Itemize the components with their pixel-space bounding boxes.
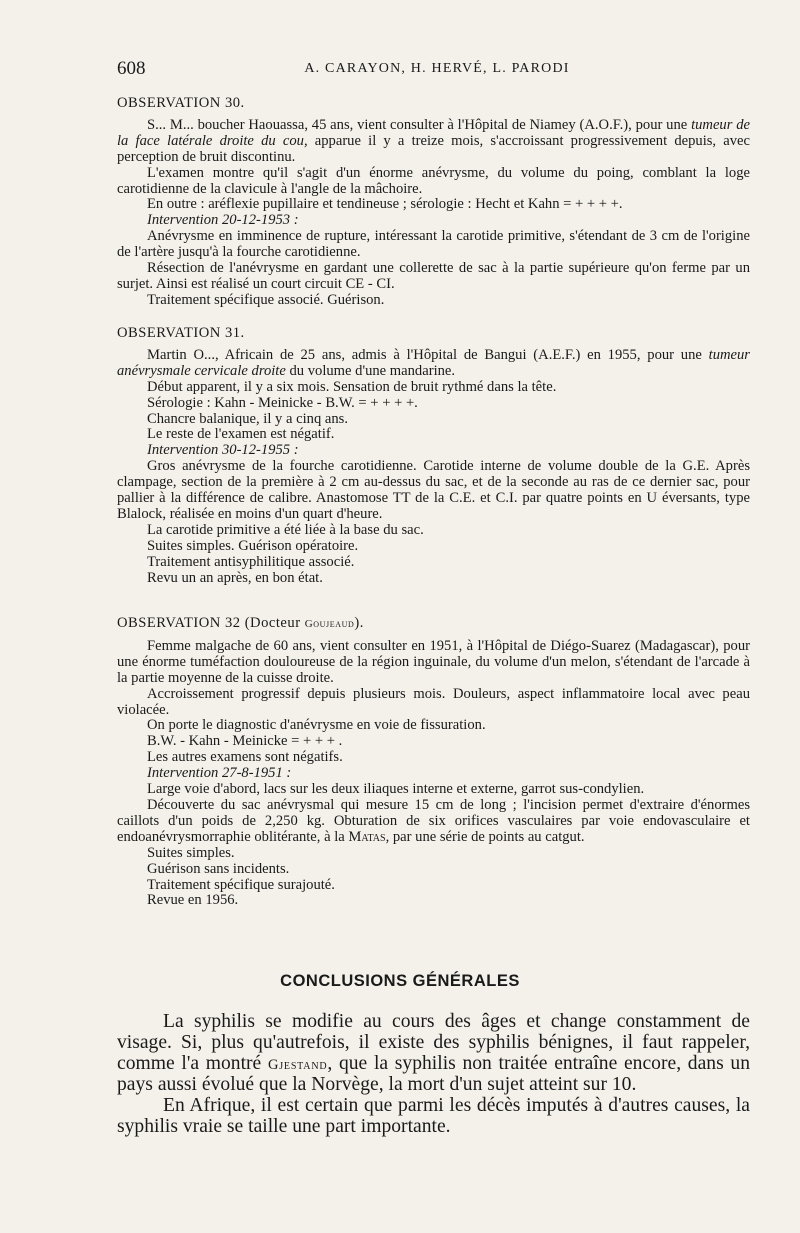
paragraph: On porte le diagnostic d'anévrysme en voie de fissuration. xyxy=(147,717,486,734)
intervention-heading: Intervention 30-12-1955 : xyxy=(147,442,299,459)
observation-32 xyxy=(117,616,750,909)
observation-title: OBSERVATION 30. xyxy=(117,95,245,111)
paragraph: En outre : aréflexie pupillaire et tendineuse ; sérologie : Hecht et Kahn = + + + +. xyxy=(147,196,623,213)
paragraph: Anévrysme en imminence de rupture, intéressant la carotide primitive, s'étendant de 3 cm de l'origine de l'artère jusqu'à la fourche carotidienne. xyxy=(117,228,750,261)
paragraph: Large voie d'abord, lacs sur les deux iliaques interne et externe, garrot sus-condylien. xyxy=(147,781,645,798)
paragraph xyxy=(117,348,750,380)
paragraph: En Afrique, il est certain que parmi les décès imputés à d'autres causes, la syphilis vraie se taille une part importante. xyxy=(117,1095,750,1137)
intervention-heading: Intervention 20-12-1953 : xyxy=(147,212,299,229)
paragraph: Gros anévrysme de la fourche carotidienne. Carotide interne de volume double de la G.E. Après clampage, section de la première à 2 cm au-dessus du sac, et de la seconde au ras de ce dernier sac, pour pallier à la différence de calibre. Anastomose TT de la C.E. et C.I. par quatre points en U éversants, type Blalock, réalisée en moins d'un quart d'heure. xyxy=(117,458,750,522)
paragraph: Chancre balanique, il y a cinq ans. xyxy=(147,410,348,427)
paragraph: Traitement spécifique associé. Guérison. xyxy=(147,291,385,308)
italic-run: tumeur anévrysmale cervicale droite xyxy=(117,346,750,379)
paragraph: Accroissement progressif depuis plusieurs mois. Douleurs, aspect inflammatoire local avec peau violacée. xyxy=(117,685,750,718)
small-caps-run: Goujeaud xyxy=(304,618,355,630)
paragraph: Résection de l'anévrysme en gardant une collerette de sac à la partie supérieure qu'on ferme par un surjet. Ainsi est réalisé un court circuit CE - CI. xyxy=(117,260,750,292)
paragraph xyxy=(117,798,750,846)
small-caps-run: Matas xyxy=(348,828,386,845)
paragraph: Traitement antisyphilitique associé. xyxy=(147,553,355,570)
intervention-heading: Intervention 27-8-1951 : xyxy=(147,765,292,782)
observation-title: OBSERVATION 31. xyxy=(117,325,245,341)
small-caps-run: Gjestand xyxy=(267,1056,328,1073)
paragraph: Les autres examens sont négatifs. xyxy=(147,749,343,766)
paragraph: Revue en 1956. xyxy=(147,892,239,909)
paragraph: Traitement spécifique surajouté. xyxy=(147,876,335,893)
italic-run: tumeur de la face latérale droite du cou, xyxy=(117,116,750,149)
paragraph xyxy=(117,1012,750,1096)
paragraph: La carotide primitive a été liée à la base du sac. xyxy=(147,521,424,538)
text-run: Découverte du sac anévrysmal qui mesure 15 cm de long ; l'incision permet d'extraire d'énormes caillots d'un poids de 2,250 kg. Obturation de six orifices vasculaires par voie endovasculaire et endoanévrysmorraphie oblitérante, à la xyxy=(117,796,750,845)
observation-30 xyxy=(117,96,750,309)
paragraph xyxy=(117,118,750,166)
paragraph: B.W. - Kahn - Meinicke = + + + . xyxy=(147,733,343,750)
text-run: Martin O..., Africain de 25 ans, admis à l'Hôpital de Bangui (A.E.F.) en 1955, pour une xyxy=(147,346,709,363)
text-run: , par une série de points au catgut. xyxy=(385,828,585,845)
page-header xyxy=(117,58,757,84)
text-run: , que la syphilis non traitée entraîne encore, dans un pays aussi évolué que la Norvège, la mort d'un sujet atteint sur 10. xyxy=(117,1052,751,1096)
conclusions-body xyxy=(117,1012,750,1138)
paragraph: Sérologie : Kahn - Meinicke - B.W. = + + + +. xyxy=(147,394,418,411)
text-run: ). xyxy=(354,615,364,631)
text-run: S... M... boucher Haouassa, 45 ans, vient consulter à l'Hôpital de Niamey (A.O.F.), pour une xyxy=(147,116,692,133)
paragraph: Suites simples. Guérison opératoire. xyxy=(147,537,359,554)
text-run: OBSERVATION 32 (Docteur xyxy=(117,615,305,631)
paragraph: Suites simples. xyxy=(147,844,235,861)
text-run: apparue il y a treize mois, s'accroissant progressivement depuis, avec perception de bruit discontinu. xyxy=(117,132,750,165)
observation-title xyxy=(117,616,750,633)
text-run: La syphilis se modifie au cours des âges et change constamment de visage. Si, plus qu'autrefois, il existe des syphilis bénignes, il faut rappeler, comme l'a montré xyxy=(117,1011,750,1074)
page-number: 608 xyxy=(117,58,146,79)
text-run: du volume d'une mandarine. xyxy=(285,362,456,379)
paragraph: L'examen montre qu'il s'agit d'un énorme anévrysme, du volume du poing, comblant la loge carotidienne de la clavicule à l'angle de la mâchoire. xyxy=(117,164,750,197)
paragraph: Revu un an après, en bon état. xyxy=(147,569,323,586)
paragraph: Début apparent, il y a six mois. Sensation de bruit rythmé dans la tête. xyxy=(147,378,557,395)
observation-31 xyxy=(117,326,750,587)
paragraph: Le reste de l'examen est négatif. xyxy=(147,426,335,443)
paragraph: Femme malgache de 60 ans, vient consulter en 1951, à l'Hôpital de Diégo-Suarez (Madagascar), pour une énorme tuméfaction douloureuse de la région inguinale, du volume d'un melon, s'étendant de l'arcade à la partie moyenne de la cuisse droite. xyxy=(117,637,750,686)
section-heading: CONCLUSIONS GÉNÉRALES xyxy=(280,972,520,990)
paragraph: Guérison sans incidents. xyxy=(147,860,290,877)
running-head: A. CARAYON, H. HERVÉ, L. PARODI xyxy=(304,61,570,76)
